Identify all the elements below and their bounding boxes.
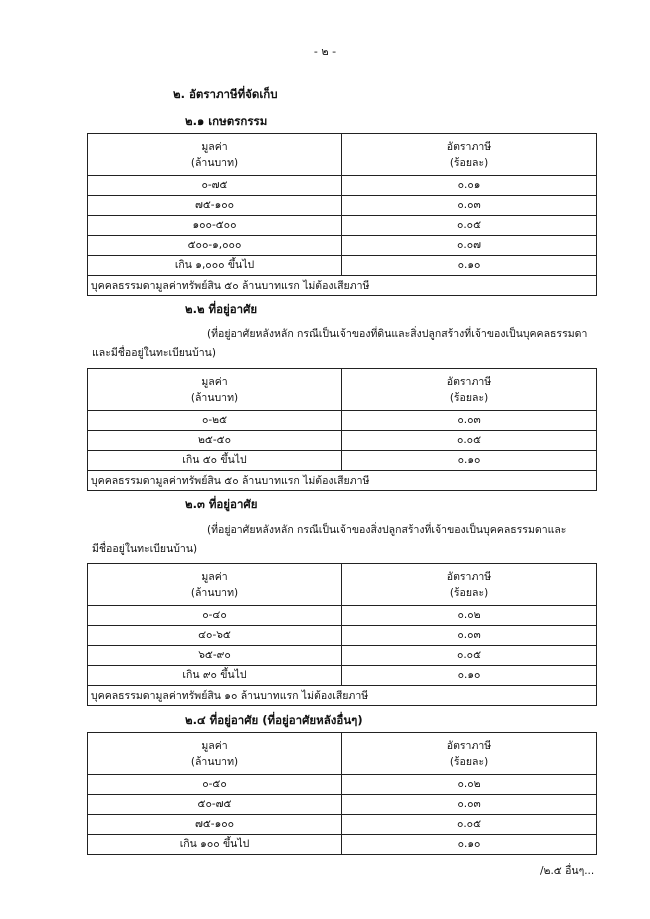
table-header-row bbox=[88, 369, 597, 411]
table-row bbox=[88, 451, 597, 471]
cell-value: ๐-๔๐ bbox=[88, 606, 342, 626]
main-heading: ๒. อัตราภาษีที่จัดเก็บ bbox=[173, 87, 278, 101]
cell-value: ๐-๒๕ bbox=[88, 411, 342, 431]
cell-rate: ๐.๐๕ bbox=[342, 216, 597, 236]
cell-value: เกิน ๑,๐๐๐ ขึ้นไป bbox=[88, 256, 342, 276]
rate-table-2-2 bbox=[87, 368, 597, 491]
cell-value: เกิน ๙๐ ขึ้นไป bbox=[88, 666, 342, 686]
header-value: มูลค่า (ล้านบาท) bbox=[88, 564, 342, 606]
table-row bbox=[88, 256, 597, 276]
cell-rate: ๐.๐๒ bbox=[342, 606, 597, 626]
section-description-2-2: (ที่อยู่อาศัยหลังหลัก กรณีเป็นเจ้าของที่ดินและสิ่งปลูกสร้างที่เจ้าของเป็นบุคคลธรรมดา และมีชื่ออยู่ในทะเบียนบ้าน) bbox=[92, 328, 588, 359]
cell-value: ๐-๕๐ bbox=[88, 775, 342, 795]
table-note: บุคคลธรรมดามูลค่าทรัพย์สิน ๑๐ ล้านบาทแรก ไม่ต้องเสียภาษี bbox=[88, 686, 597, 706]
cell-rate: ๐.๐๕ bbox=[342, 431, 597, 451]
rate-table-2-1 bbox=[87, 133, 597, 296]
cell-value: ๗๕-๑๐๐ bbox=[88, 196, 342, 216]
cell-rate: ๐.๑๐ bbox=[342, 835, 597, 855]
section-title-2-4: ๒.๔ ที่อยู่อาศัย (ที่อยู่อาศัยหลังอื่นๆ) bbox=[185, 713, 363, 727]
table-header-row bbox=[88, 733, 597, 775]
cell-value: เกิน ๑๐๐ ขึ้นไป bbox=[88, 835, 342, 855]
table-row bbox=[88, 835, 597, 855]
header-value: มูลค่า (ล้านบาท) bbox=[88, 369, 342, 411]
table-row bbox=[88, 431, 597, 451]
table-row bbox=[88, 196, 597, 216]
table-row bbox=[88, 216, 597, 236]
table-header-row bbox=[88, 564, 597, 606]
cell-value: ๕๐-๗๕ bbox=[88, 795, 342, 815]
header-rate: อัตราภาษี (ร้อยละ) bbox=[342, 733, 597, 775]
table-row bbox=[88, 666, 597, 686]
table-row bbox=[88, 795, 597, 815]
table-row bbox=[88, 646, 597, 666]
header-rate: อัตราภาษี (ร้อยละ) bbox=[342, 134, 597, 176]
table-row bbox=[88, 411, 597, 431]
cell-value: ๕๐๐-๑,๐๐๐ bbox=[88, 236, 342, 256]
cell-value: ๖๕-๙๐ bbox=[88, 646, 342, 666]
cell-rate: ๐.๐๕ bbox=[342, 646, 597, 666]
table-note-row bbox=[88, 276, 597, 296]
continuation-note: /๒.๕ อื่นๆ... bbox=[540, 865, 595, 877]
cell-rate: ๐.๐๒ bbox=[342, 775, 597, 795]
cell-rate: ๐.๑๐ bbox=[342, 451, 597, 471]
cell-value: ๐-๗๕ bbox=[88, 176, 342, 196]
cell-rate: ๐.๐๗ bbox=[342, 236, 597, 256]
cell-rate: ๐.๐๕ bbox=[342, 815, 597, 835]
table-header-row bbox=[88, 134, 597, 176]
section-title-2-1: ๒.๑ เกษตรกรรม bbox=[185, 114, 268, 128]
page-number: - ๒ - bbox=[313, 45, 337, 58]
table-row bbox=[88, 815, 597, 835]
cell-value: เกิน ๕๐ ขึ้นไป bbox=[88, 451, 342, 471]
cell-rate: ๐.๐๓ bbox=[342, 196, 597, 216]
rate-table-2-3 bbox=[87, 563, 597, 706]
cell-rate: ๐.๐๓ bbox=[342, 411, 597, 431]
table-row bbox=[88, 236, 597, 256]
rate-table-2-4 bbox=[87, 732, 597, 855]
table-row bbox=[88, 176, 597, 196]
section-description-2-3: (ที่อยู่อาศัยหลังหลัก กรณีเป็นเจ้าของสิ่งปลูกสร้างที่เจ้าของเป็นบุคคลธรรมดาและ มีชื่ออยู่ในทะเบียนบ้าน) bbox=[92, 524, 567, 555]
header-value: มูลค่า (ล้านบาท) bbox=[88, 733, 342, 775]
section-title-2-2: ๒.๒ ที่อยู่อาศัย bbox=[185, 302, 258, 316]
cell-value: ๒๕-๕๐ bbox=[88, 431, 342, 451]
table-row bbox=[88, 626, 597, 646]
cell-value: ๗๕-๑๐๐ bbox=[88, 815, 342, 835]
table-note: บุคคลธรรมดามูลค่าทรัพย์สิน ๕๐ ล้านบาทแรก ไม่ต้องเสียภาษี bbox=[88, 276, 597, 296]
cell-rate: ๐.๐๑ bbox=[342, 176, 597, 196]
cell-rate: ๐.๑๐ bbox=[342, 666, 597, 686]
cell-value: ๑๐๐-๕๐๐ bbox=[88, 216, 342, 236]
table-note: บุคคลธรรมดามูลค่าทรัพย์สิน ๕๐ ล้านบาทแรก ไม่ต้องเสียภาษี bbox=[88, 471, 597, 491]
cell-rate: ๐.๑๐ bbox=[342, 256, 597, 276]
table-note-row bbox=[88, 686, 597, 706]
table-row bbox=[88, 775, 597, 795]
cell-rate: ๐.๐๓ bbox=[342, 795, 597, 815]
table-note-row bbox=[88, 471, 597, 491]
header-rate: อัตราภาษี (ร้อยละ) bbox=[342, 564, 597, 606]
table-row bbox=[88, 606, 597, 626]
section-title-2-3: ๒.๓ ที่อยู่อาศัย bbox=[185, 497, 258, 511]
header-value: มูลค่า (ล้านบาท) bbox=[88, 134, 342, 176]
header-rate: อัตราภาษี (ร้อยละ) bbox=[342, 369, 597, 411]
cell-value: ๔๐-๖๕ bbox=[88, 626, 342, 646]
cell-rate: ๐.๐๓ bbox=[342, 626, 597, 646]
